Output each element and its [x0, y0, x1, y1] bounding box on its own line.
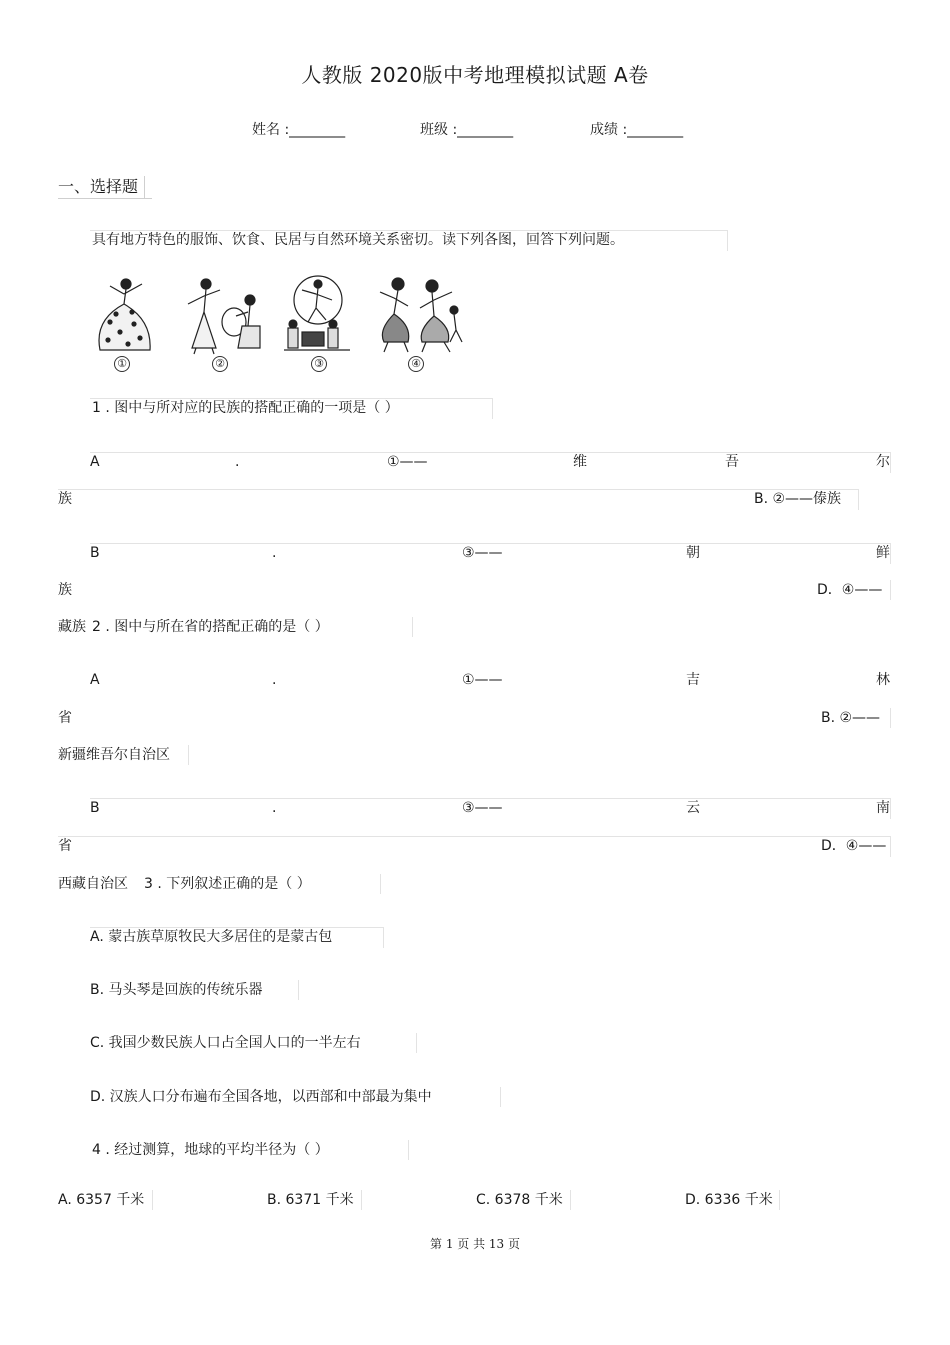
q4-option-a[interactable]: A. 6357 千米 — [58, 1192, 145, 1208]
q2-d-tail: 西藏自治区 — [58, 876, 128, 892]
name-field: 姓名 :________ — [252, 122, 346, 138]
q1-c-marker: ③—— — [462, 545, 503, 561]
q4-stem: 4 . 经过测算，地球的平均半径为（ ） — [92, 1142, 329, 1158]
q2-a-tail: 省 — [58, 710, 72, 726]
q1-a-word-1: 维 — [573, 454, 587, 470]
q2-option-b[interactable]: B. ②—— — [821, 710, 881, 726]
q1-a-word-2: 吾 — [725, 454, 739, 470]
q3-option-b[interactable]: B. 马头琴是回族的传统乐器 — [90, 982, 263, 998]
q3-option-c[interactable]: C. 我国少数民族人口占全国人口的一半左右 — [90, 1035, 361, 1051]
figure-label-4: ④ — [408, 356, 424, 372]
figure-2-illustration — [188, 279, 260, 354]
q1-option-a[interactable] — [90, 453, 890, 471]
q4-option-d[interactable]: D. 6336 千米 — [685, 1192, 773, 1208]
q2-c-letter: B — [90, 800, 100, 816]
figure-label-3: ③ — [311, 356, 327, 372]
q2-b-tail: 新疆维吾尔自治区 — [58, 747, 170, 763]
q1-option-b[interactable]: B. ②——傣族 — [754, 491, 842, 507]
q2-row4-box — [58, 836, 891, 857]
q2-stem: 2 . 图中与所在省的搭配正确的是（ ） — [92, 619, 329, 635]
q1-c-tail: 族 — [58, 582, 72, 598]
figure-3-illustration — [284, 276, 350, 350]
q2-row2-box — [58, 708, 891, 728]
figure-1-illustration — [99, 279, 150, 350]
q1-stem: 1 . 图中与所对应的民族的搭配正确的一项是（ ） — [92, 400, 399, 416]
q2-option-a[interactable] — [90, 671, 890, 689]
q1-a-dot: . — [235, 454, 240, 470]
score-field: 成绩 :________ — [590, 122, 684, 138]
intro-text: 具有地方特色的服饰、饮食、民居与自然环境关系密切。读下列各图，回答下列问题。 — [92, 232, 624, 248]
q1-a-letter: A — [90, 454, 100, 470]
q2-option-c[interactable] — [90, 799, 890, 817]
page-number: 第 1 页 共 13 页 — [430, 1237, 520, 1251]
q2-c-tail: 省 — [58, 838, 72, 854]
q2-a-word-1: 吉 — [686, 672, 700, 688]
q4-option-b[interactable]: B. 6371 千米 — [267, 1192, 354, 1208]
q2-option-d[interactable]: D．④—— — [821, 838, 887, 854]
q1-row2-box — [58, 489, 859, 510]
section-title: 一、选择题 — [58, 176, 145, 198]
q1-a-marker: ①—— — [387, 454, 428, 470]
q2-c-marker: ③—— — [462, 800, 503, 816]
q4-option-c[interactable]: C. 6378 千米 — [476, 1192, 563, 1208]
q1-c-letter: B — [90, 545, 100, 561]
figure-label-2: ② — [212, 356, 228, 372]
q1-row4-box — [58, 580, 891, 600]
q2-a-dot: . — [272, 672, 277, 688]
q3-option-a[interactable]: A. 蒙古族草原牧民大多居住的是蒙古包 — [90, 929, 333, 945]
ethnic-figure — [88, 270, 468, 374]
figure-4-illustration — [380, 278, 462, 352]
q1-d-tail: 藏族 — [58, 619, 86, 635]
q3-option-d[interactable]: D. 汉族人口分布遍布全国各地，以西部和中部最为集中 — [90, 1089, 432, 1105]
q2-a-word-2: 林 — [876, 672, 890, 688]
q2-a-marker: ①—— — [462, 672, 503, 688]
q1-a-word-3: 尔 — [876, 454, 890, 470]
q1-option-d[interactable]: D．④—— — [817, 582, 883, 598]
q2-c-word-2: 南 — [876, 800, 890, 816]
q1-c-word-1: 朝 — [686, 545, 700, 561]
q1-c-word-2: 鲜 — [876, 545, 890, 561]
figure-label-1: ① — [114, 356, 130, 372]
section-underline — [58, 198, 152, 199]
class-field: 班级 :________ — [420, 122, 514, 138]
q1-option-c[interactable] — [90, 544, 890, 562]
q2-a-letter: A — [90, 672, 100, 688]
q2-c-dot: . — [272, 800, 277, 816]
q1-c-dot: . — [272, 545, 277, 561]
ethnic-dancers-illustration — [88, 270, 468, 356]
exam-title: 人教版 2020版中考地理模拟试题 A卷 — [301, 63, 649, 87]
q1-a-tail: 族 — [58, 491, 72, 507]
q2-c-word-1: 云 — [686, 800, 700, 816]
q3-stem: 3 . 下列叙述正确的是（ ） — [144, 876, 311, 892]
